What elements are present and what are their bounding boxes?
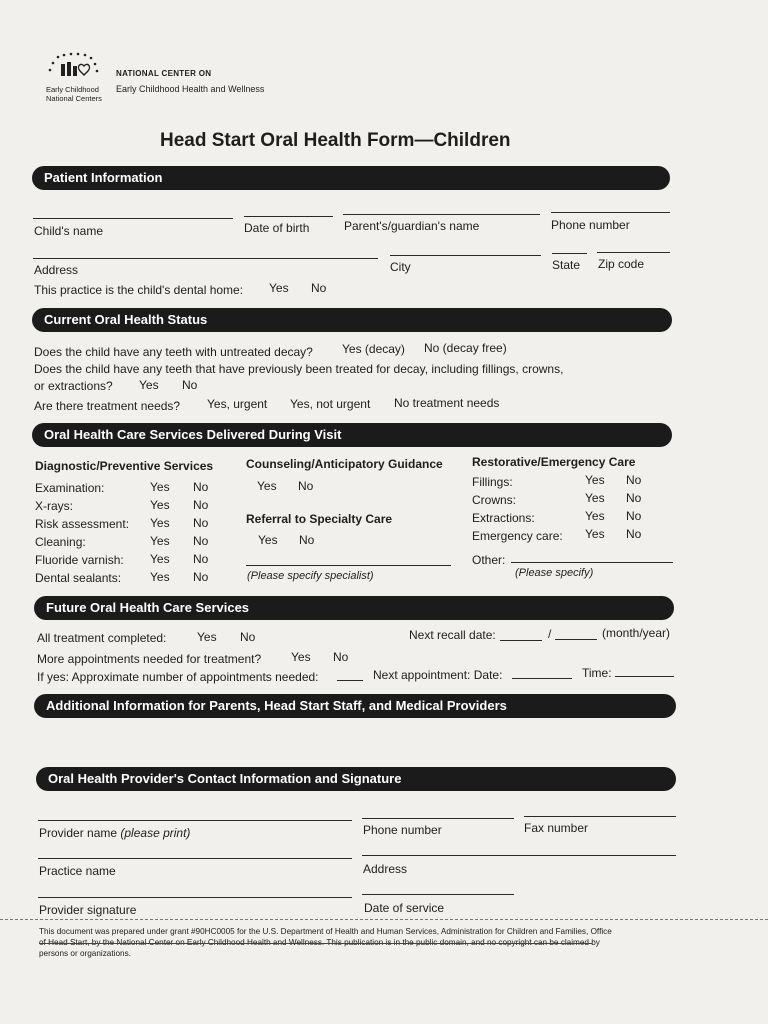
date-of-service-label: Date of service — [364, 901, 445, 915]
logo-caption-line1: Early Childhood — [46, 85, 99, 94]
time-label: Time: — [582, 666, 612, 680]
provider-phone-label: Phone number — [363, 823, 442, 837]
dental-home-no[interactable]: No — [311, 281, 327, 295]
fax-line[interactable] — [524, 816, 676, 817]
diag-item-sealants: Dental sealants: — [35, 571, 122, 585]
signature-label: Provider signature — [39, 903, 137, 917]
diag-item-fluoride: Fluoride varnish: — [35, 553, 124, 567]
diag-item-cleaning: Cleaning: — [35, 535, 86, 549]
resto-no[interactable]: No — [626, 491, 642, 505]
footer-line-1: This document was prepared under grant #90HC0005 for the U.S. Department of Health and Human Services, Administration for Children and Families, Office — [39, 927, 612, 936]
more-appointments-yes[interactable]: Yes — [291, 650, 311, 664]
zip-line[interactable] — [597, 252, 670, 253]
approx-appointments-label: If yes: Approximate number of appointments needed: — [37, 670, 319, 684]
footer-line-2: of Head Start, by the National Center on Early Childhood Health and Wellness. This publication is in the public domain, and no copyright can be claimed by — [39, 938, 600, 947]
counseling-no[interactable]: No — [298, 479, 314, 493]
resto-no[interactable]: No — [626, 527, 642, 541]
dental-home-question: This practice is the child's dental home: — [34, 283, 244, 297]
resto-yes[interactable]: Yes — [585, 473, 605, 487]
more-appointments-question: More appointments needed for treatment? — [37, 652, 262, 666]
state-label: State — [552, 258, 581, 272]
untreated-decay-no[interactable]: No (decay free) — [424, 341, 507, 355]
provider-address-line[interactable] — [362, 855, 676, 856]
section-header-patient: Patient Information — [32, 166, 670, 190]
diag-no[interactable]: No — [193, 516, 209, 530]
diag-yes[interactable]: Yes — [150, 534, 170, 548]
resto-yes[interactable]: Yes — [585, 509, 605, 523]
diag-no[interactable]: No — [193, 534, 209, 548]
date-of-service-line[interactable] — [362, 894, 514, 895]
more-appointments-no[interactable]: No — [333, 650, 349, 664]
practice-name-label: Practice name — [39, 864, 116, 878]
footer-strikethrough — [39, 943, 592, 944]
practice-name-line[interactable] — [38, 858, 352, 859]
provider-phone-line[interactable] — [362, 818, 514, 819]
city-label: City — [390, 260, 411, 274]
phone-label: Phone number — [551, 218, 630, 232]
untreated-decay-yes[interactable]: Yes (decay) — [342, 342, 405, 356]
dental-home-yes[interactable]: Yes — [269, 281, 289, 295]
phone-line[interactable] — [551, 212, 670, 213]
section-header-services: Oral Health Care Services Delivered During Visit — [32, 423, 672, 447]
signature-line[interactable] — [38, 897, 352, 898]
diag-yes[interactable]: Yes — [150, 552, 170, 566]
recall-slash: / — [548, 627, 552, 641]
next-appointment-date-line[interactable] — [512, 678, 572, 679]
untreated-decay-question: Does the child have any teeth with untreated decay? — [34, 345, 313, 359]
resto-item-extractions: Extractions: — [472, 511, 535, 525]
diag-no[interactable]: No — [193, 498, 209, 512]
diagnostic-heading: Diagnostic/Preventive Services — [35, 459, 214, 473]
footer-note — [39, 926, 612, 959]
page-title: Head Start Oral Health Form—Children — [160, 130, 511, 151]
referral-heading: Referral to Specialty Care — [246, 512, 393, 526]
specialist-line[interactable] — [246, 565, 451, 566]
resto-item-fillings: Fillings: — [472, 475, 513, 489]
resto-no[interactable]: No — [626, 473, 642, 487]
restorative-heading: Restorative/Emergency Care — [472, 455, 636, 469]
specialist-note: (Please specify specialist) — [247, 570, 374, 582]
org-name: NATIONAL CENTER ON — [116, 69, 212, 78]
additional-info-area[interactable] — [36, 722, 674, 762]
treatment-completed-yes[interactable]: Yes — [197, 630, 217, 644]
child-name-label: Child's name — [34, 224, 103, 238]
month-year-label: (month/year) — [602, 626, 671, 640]
treated-decay-no[interactable]: No — [182, 378, 198, 392]
counseling-heading: Counseling/Anticipatory Guidance — [246, 457, 443, 471]
treated-decay-yes[interactable]: Yes — [139, 378, 159, 392]
logo-caption-line2: National Centers — [46, 93, 102, 103]
guardian-line[interactable] — [343, 214, 540, 215]
recall-month-line[interactable] — [500, 640, 542, 641]
dob-line[interactable] — [244, 216, 333, 217]
referral-yes[interactable]: Yes — [258, 533, 278, 547]
provider-address-label: Address — [363, 862, 408, 876]
org-subtitle: Early Childhood Health and Wellness — [116, 84, 265, 94]
section-header-additional: Additional Information for Parents, Head Start Staff, and Medical Providers — [34, 694, 676, 718]
treatment-none[interactable]: No treatment needs — [394, 396, 500, 410]
footer-divider — [0, 919, 768, 920]
recall-year-line[interactable] — [555, 639, 597, 640]
diag-no[interactable]: No — [193, 480, 209, 494]
treatment-completed-no[interactable]: No — [240, 630, 256, 644]
resto-item-crowns: Crowns: — [472, 493, 517, 507]
diag-item-risk: Risk assessment: — [35, 517, 130, 531]
city-line[interactable] — [390, 255, 541, 256]
resto-item-emergency: Emergency care: — [472, 529, 563, 543]
treatment-needs-question: Are there treatment needs? — [34, 399, 181, 413]
specify-note: (Please specify) — [515, 567, 594, 579]
diag-yes[interactable]: Yes — [150, 480, 170, 494]
ecnc-logo-icon — [44, 52, 102, 86]
approx-appointments-line[interactable] — [337, 680, 363, 681]
diag-item-examination: Examination: — [35, 481, 105, 495]
section-header-provider: Oral Health Provider's Contact Information and Signature — [36, 767, 676, 791]
treatment-urgent[interactable]: Yes, urgent — [207, 397, 268, 411]
next-appointment-date-label: Next appointment: Date: — [373, 668, 503, 682]
treatment-completed-label: All treatment completed: — [37, 631, 167, 645]
provider-name-note: (please print) — [120, 826, 191, 840]
provider-name-text: Provider name — [39, 826, 118, 840]
recall-date-label: Next recall date: — [409, 628, 496, 642]
resto-yes[interactable]: Yes — [585, 491, 605, 505]
resto-no[interactable]: No — [626, 509, 642, 523]
diag-no[interactable]: No — [193, 570, 209, 584]
counseling-yes[interactable]: Yes — [257, 479, 277, 493]
footer-line-2-wrap — [39, 937, 612, 948]
zip-label: Zip code — [598, 257, 645, 271]
diag-no[interactable]: No — [193, 552, 209, 566]
diag-yes[interactable]: Yes — [150, 516, 170, 530]
footer-line-3: persons or organizations. — [39, 949, 131, 958]
dob-label: Date of birth — [244, 221, 310, 235]
diag-item-xrays: X-rays: — [35, 499, 74, 513]
section-header-future: Future Oral Health Care Services — [34, 596, 674, 620]
section-header-status: Current Oral Health Status — [32, 308, 672, 332]
resto-yes[interactable]: Yes — [585, 527, 605, 541]
logo-caption — [46, 86, 102, 103]
child-name-line[interactable] — [33, 218, 233, 219]
treated-decay-question-cont: or extractions? — [34, 379, 113, 393]
address-label: Address — [34, 263, 79, 277]
fax-label: Fax number — [524, 821, 589, 835]
provider-name-label — [39, 826, 190, 840]
other-line[interactable] — [511, 562, 673, 563]
diag-yes[interactable]: Yes — [150, 498, 170, 512]
diag-yes[interactable]: Yes — [150, 570, 170, 584]
referral-no[interactable]: No — [299, 533, 315, 547]
state-line[interactable] — [552, 253, 587, 254]
other-label: Other: — [472, 553, 506, 567]
treated-decay-question: Does the child have any teeth that have previously been treated for decay, including fillings, crowns, — [34, 362, 564, 376]
treatment-not-urgent[interactable]: Yes, not urgent — [290, 397, 371, 411]
guardian-label: Parent's/guardian's name — [344, 219, 480, 233]
provider-name-line[interactable] — [38, 820, 352, 821]
address-line[interactable] — [33, 258, 378, 259]
time-line[interactable] — [615, 676, 674, 677]
